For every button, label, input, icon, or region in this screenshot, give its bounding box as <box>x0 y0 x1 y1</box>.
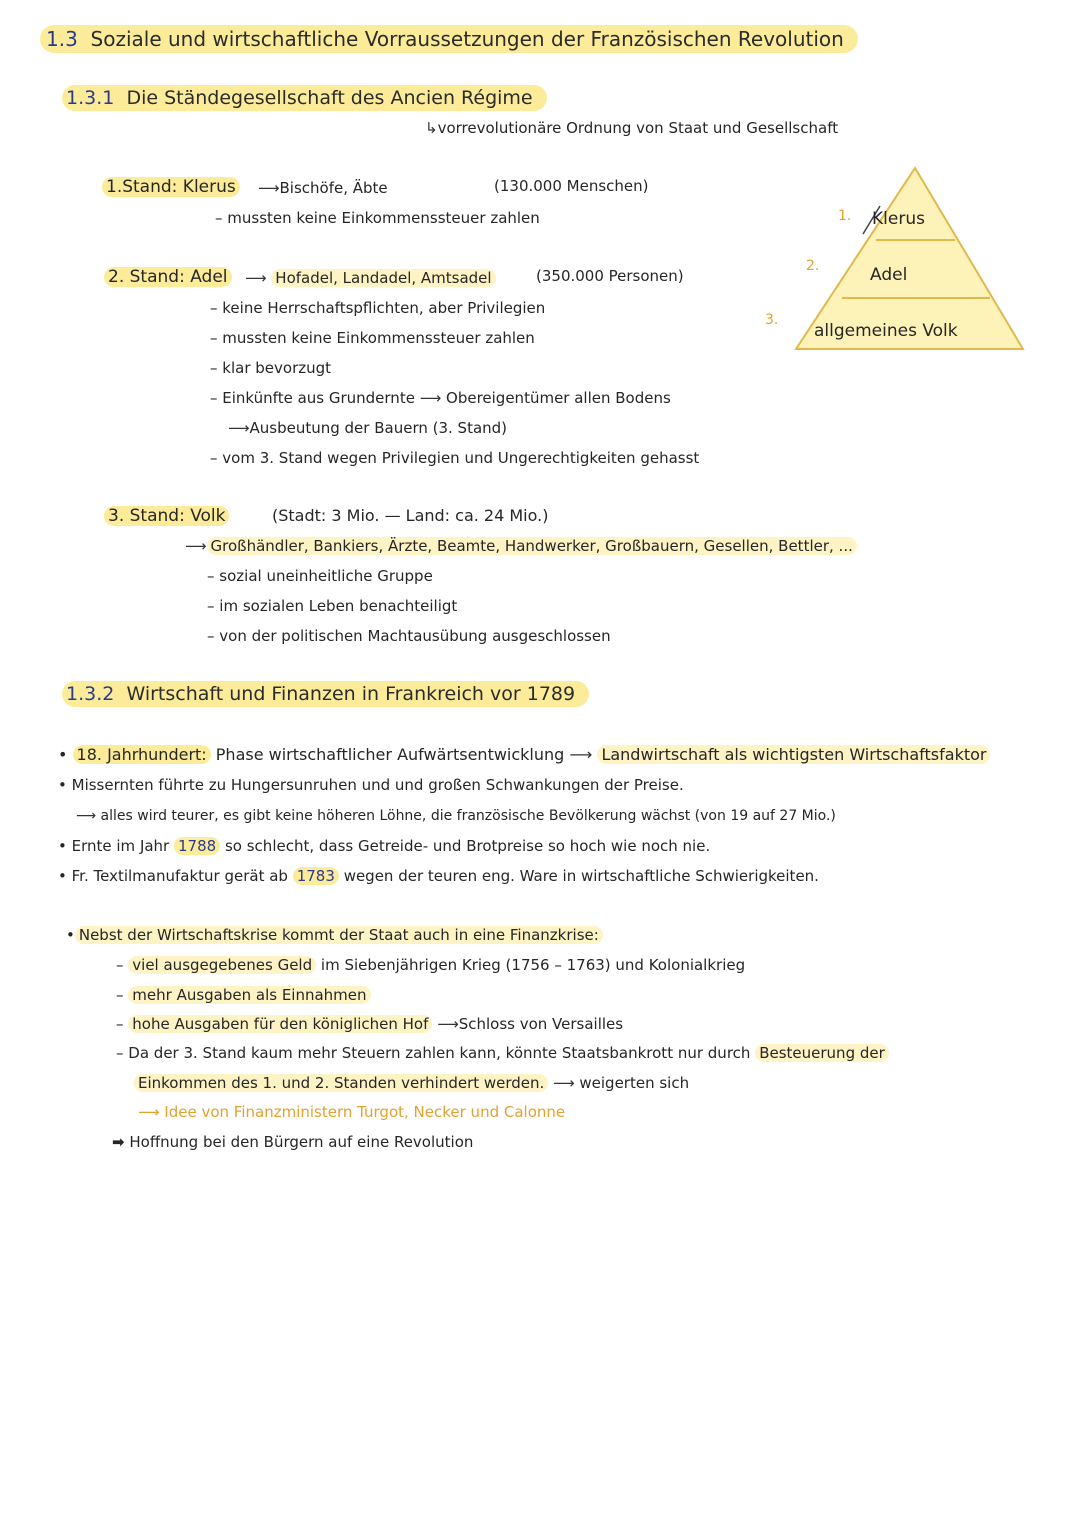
stand2-count: (350.000 Personen) <box>536 267 684 285</box>
stand2-point: – keine Herrschaftspflichten, aber Privilegien <box>210 299 546 317</box>
finance-point: – viel ausgegebenes Geld im Siebenjährigen Krieg (1756 – 1763) und Kolonialkrieg <box>116 956 746 974</box>
economy-bullet: • 18. Jahrhundert: Phase wirtschaftlicher Aufwärtsentwicklung ⟶ Landwirtschaft als wichtigsten Wirtschaftsfaktor <box>58 746 990 764</box>
pyramid-level-number: 1. <box>838 208 852 224</box>
section-note: ↳vorrevolutionäre Ordnung von Staat und Gesellschaft <box>425 119 839 137</box>
stand2-point: – klar bevorzugt <box>210 359 332 377</box>
finance-point: – Da der 3. Stand kaum mehr Steuern zahlen kann, könnte Staatsbankrott nur durch Besteuerung der <box>116 1045 889 1062</box>
finance-conclusion: ➡ Hoffnung bei den Bürgern auf eine Revolution <box>112 1133 474 1151</box>
stand1-who: ⟶Bischöfe, Äbte <box>258 179 388 197</box>
pyramid-level-klerus: Klerus <box>872 209 925 229</box>
section-heading-2: 1.3.2 Wirtschaft und Finanzen in Frankreich vor 1789 <box>62 684 589 706</box>
stand3-point: – sozial uneinheitliche Gruppe <box>207 567 433 585</box>
pyramid-level-number: 2. <box>806 258 820 274</box>
stand2-exploitation: ⟶Ausbeutung der Bauern (3. Stand) <box>228 419 508 437</box>
stand1-point: – mussten keine Einkommenssteuer zahlen <box>215 209 540 227</box>
pyramid-level-volk: allgemeines Volk <box>814 321 958 341</box>
pyramid-level-adel: Adel <box>870 265 908 285</box>
economy-bullet: • Missernten führte zu Hungersunruhen und und großen Schwankungen der Preise. <box>58 776 684 794</box>
stand3-label: 3. Stand: Volk <box>104 507 229 527</box>
stand2-point: – vom 3. Stand wegen Privilegien und Ungerechtigkeiten gehasst <box>210 449 700 467</box>
stand3-point: – von der politischen Machtausübung ausgeschlossen <box>207 627 611 645</box>
stand1-label: 1.Stand: Klerus <box>102 178 240 198</box>
section-heading-1: 1.3.1 Die Ständegesellschaft des Ancien Régime <box>62 88 547 110</box>
economy-bullet: • Ernte im Jahr 1788 so schlecht, dass Getreide- und Brotpreise so hoch wie noch nie. <box>58 837 711 855</box>
stand1-count: (130.000 Menschen) <box>494 177 649 195</box>
finance-point: – hohe Ausgaben für den königlichen Hof ⟶Schloss von Versailles <box>116 1015 624 1033</box>
economy-consequence: ⟶ alles wird teurer, es gibt keine höheren Löhne, die französische Bevölkerung wächst (von 19 auf 27 Mio.) <box>76 808 836 824</box>
stand2-who: ⟶ Hofadel, Landadel, Amtsadel <box>245 270 496 287</box>
page-title: 1.3 Soziale und wirtschaftliche Vorraussetzungen der Französischen Revolution <box>40 28 858 51</box>
stand3-point: – im sozialen Leben benachteiligt <box>207 597 458 615</box>
stand2-point: – mussten keine Einkommenssteuer zahlen <box>210 329 535 347</box>
finance-point-cont: Einkommen des 1. und 2. Standen verhindert werden. ⟶ weigerten sich <box>134 1075 689 1092</box>
finance-point: – mehr Ausgaben als Einnahmen <box>116 987 371 1004</box>
stand3-count: (Stadt: 3 Mio. — Land: ca. 24 Mio.) <box>272 506 549 525</box>
pyramid-level-number: 3. <box>765 312 779 328</box>
stand3-who: ⟶ Großhändler, Bankiers, Ärzte, Beamte, Handwerker, Großbauern, Gesellen, Bettler, ... <box>185 538 857 555</box>
economy-bullet: • Fr. Textilmanufaktur gerät ab 1783 wegen der teuren eng. Ware in wirtschaftliche Schwierigkeiten. <box>58 867 819 885</box>
finance-intro: • Nebst der Wirtschaftskrise kommt der Staat auch in eine Finanzkrise: <box>66 927 603 944</box>
stand2-point: – Einkünfte aus Grundernte ⟶ Obereigentümer allen Bodens <box>210 389 671 407</box>
finance-idea: ⟶ Idee von Finanzministern Turgot, Necker und Calonne <box>138 1103 566 1121</box>
stand2-label: 2. Stand: Adel <box>104 268 232 288</box>
